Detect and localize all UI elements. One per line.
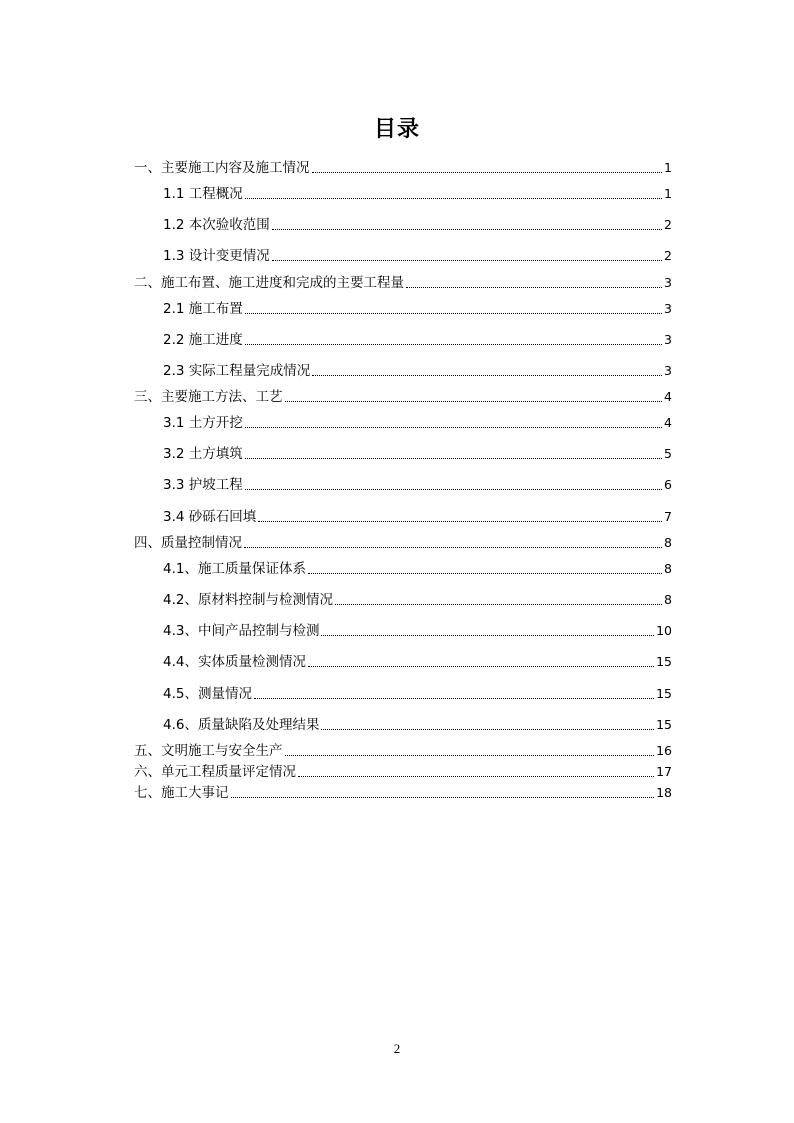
toc-title: 目录 [373,117,420,142]
toc-entry-text: 4.4、实体质量检测情况 [163,654,306,670]
toc-entry-page: 1 [664,186,672,201]
toc-entry-text: 一、主要施工内容及施工情况 [134,160,310,176]
toc-entry-text: 4.1、施工质量保证体系 [163,561,306,577]
toc-entry[interactable] [134,387,672,407]
toc-entry-page: 1 [664,160,672,175]
toc-entry-text: 3.1 土方开挖 [163,415,243,431]
toc-entry-text: 二、施工布置、施工进度和完成的主要工程量 [134,275,404,291]
toc-entry-text: 4.6、质量缺陷及处理结果 [163,717,320,733]
toc-entry-text: 1.3 设计变更情况 [163,248,270,264]
toc-entry[interactable] [163,652,672,672]
toc-dot-leader [272,229,662,230]
toc-entry[interactable] [163,715,672,735]
toc-entry-text: 2.1 施工布置 [163,301,243,317]
toc-dot-leader [285,401,663,402]
toc-entry-text: 3.2 土方填筑 [163,446,243,462]
toc-entry[interactable] [163,215,672,235]
toc-entry[interactable] [163,361,672,381]
toc-entry-page: 8 [664,592,672,607]
toc-entry-page: 18 [656,785,672,800]
toc-entry-page: 10 [656,623,672,638]
toc-entry-page: 3 [664,275,672,290]
toc-entry-page: 7 [664,509,672,524]
toc-entry-page: 8 [664,535,672,550]
toc-entry-page: 3 [664,301,672,316]
toc-entry[interactable] [163,590,672,610]
toc-entry[interactable] [163,299,672,319]
toc-dot-leader [245,313,662,314]
toc-entry-text: 四、质量控制情况 [134,535,242,551]
toc-entry-page: 4 [664,389,672,404]
toc-entry[interactable] [163,413,672,433]
toc-dot-leader [244,547,662,548]
toc-entry[interactable] [163,246,672,266]
toc-dot-leader [231,797,655,798]
toc-entry[interactable] [134,158,672,178]
toc-entry-text: 2.3 实际工程量完成情况 [163,363,311,379]
toc-entry-text: 4.2、原材料控制与检测情况 [163,592,333,608]
toc-entry-text: 五、文明施工与安全生产 [134,743,283,759]
toc-entry-text: 4.3、中间产品控制与检测 [163,623,320,639]
toc-entry[interactable] [163,684,672,704]
toc-entry-page: 6 [664,477,672,492]
toc-entry-page: 16 [656,743,672,758]
toc-entry[interactable] [163,507,672,527]
toc-entry-text: 六、单元工程质量评定情况 [134,764,296,780]
toc-entry-text: 七、施工大事记 [134,785,229,801]
page-number: 2 [393,1041,401,1056]
toc-dot-leader [321,635,654,636]
toc-dot-leader [245,198,662,199]
toc-entry-page: 3 [664,332,672,347]
toc-dot-leader [285,755,655,756]
toc-entry-text: 3.3 护坡工程 [163,477,243,493]
toc-dot-leader [245,489,662,490]
toc-dot-leader [272,260,662,261]
toc-dot-leader [258,521,662,522]
toc-entry-text: 1.2 本次验收范围 [163,217,270,233]
toc-entry[interactable] [163,475,672,495]
toc-entry[interactable] [163,621,672,641]
toc-dot-leader [406,287,662,288]
toc-entry-page: 3 [664,363,672,378]
toc-dot-leader [308,666,654,667]
toc-entry[interactable] [134,762,672,782]
toc-dot-leader [312,172,663,173]
toc-entry-page: 2 [664,248,672,263]
toc-entry-text: 3.4 砂砾石回填 [163,509,257,525]
toc-entry[interactable] [163,330,672,350]
toc-entry[interactable] [134,273,672,293]
toc-dot-leader [245,344,662,345]
toc-entry-text: 三、主要施工方法、工艺 [134,389,283,405]
toc-entry-page: 2 [664,217,672,232]
toc-entry[interactable] [134,533,672,553]
toc-entry[interactable] [163,444,672,464]
toc-dot-leader [321,729,654,730]
toc-dot-leader [312,375,662,376]
toc-entry-page: 4 [664,415,672,430]
toc-dot-leader [308,573,662,574]
toc-entry-page: 8 [664,561,672,576]
toc-dot-leader [335,604,662,605]
toc-entry[interactable] [163,184,672,204]
toc-entry-text: 2.2 施工进度 [163,332,243,348]
toc-entry-text: 4.5、测量情况 [163,686,252,702]
toc-entry-page: 15 [656,654,672,669]
toc-entry[interactable] [134,741,672,761]
toc-dot-leader [245,427,662,428]
toc-dot-leader [245,458,662,459]
toc-entry-page: 17 [656,764,672,779]
toc-entry-page: 15 [656,686,672,701]
toc-entry-page: 5 [664,446,672,461]
toc-entry[interactable] [163,559,672,579]
toc-entry[interactable] [134,783,672,803]
toc-entry-page: 15 [656,717,672,732]
toc-dot-leader [254,698,654,699]
toc-entry-text: 1.1 工程概况 [163,186,243,202]
toc-dot-leader [298,776,654,777]
